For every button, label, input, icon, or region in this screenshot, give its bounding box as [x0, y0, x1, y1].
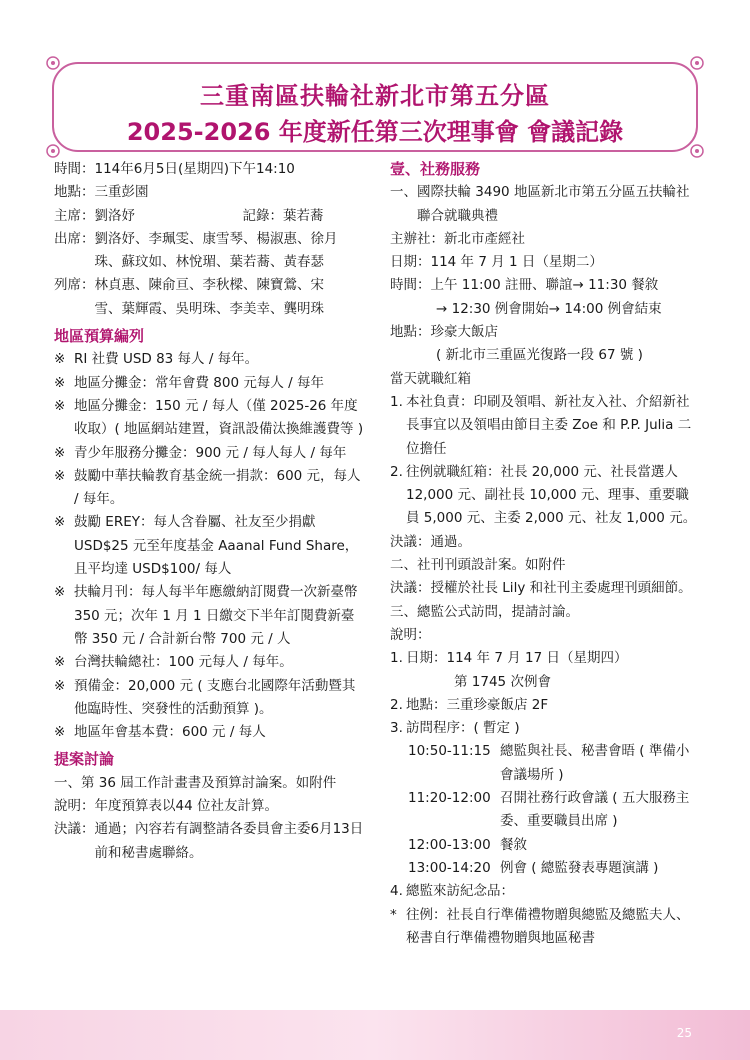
- note-mark: ※: [54, 467, 66, 484]
- label: 日期：: [390, 254, 431, 271]
- value: 三重彭園: [94, 184, 149, 201]
- budget-list: [54, 348, 364, 744]
- visit-date: [390, 647, 702, 670]
- note-mark: ※: [54, 444, 66, 461]
- schedule-event: 餐敘: [500, 836, 527, 853]
- item-number: 4.: [390, 883, 403, 900]
- title-line-2: 2025-2026 年度新任第三次理事會 會議記錄: [126, 118, 624, 146]
- item-text: 訪問程序：( 暫定 ): [406, 720, 520, 737]
- service-resolve2: [390, 577, 702, 600]
- value: 授權於社長 Lily 和社刊主委處理刊頭細節。: [430, 580, 692, 597]
- left-column: [54, 158, 364, 865]
- note-text: 鼓勵 EREY：每人含眷屬、社友至少捐獻 USD$25 元至年度基金 Aaanal Fund Share，且平均達 USD$100/ 每人: [74, 514, 359, 578]
- label: 說明：: [54, 798, 95, 815]
- budget-item: [54, 651, 364, 674]
- label: 決議：: [390, 580, 431, 597]
- item-number: 1.: [390, 393, 403, 410]
- note-mark: ※: [54, 724, 66, 741]
- service-time-cont: → 12:30 例會開始→ 14:00 例會結束: [436, 300, 662, 317]
- value: 114年6月5日(星期四)下午14:10: [94, 161, 295, 177]
- value: 通過；內容若有調整請各委員會主委6月13日前和秘書處聯絡。: [94, 821, 364, 861]
- budget-item: [54, 511, 364, 581]
- budget-item: [54, 465, 364, 512]
- service-time: [390, 274, 702, 297]
- label: 三、: [390, 603, 417, 620]
- meta-attend: [54, 228, 364, 275]
- corner-ornament-icon: [44, 54, 62, 72]
- schedule-time: 13:00-14:20: [408, 859, 491, 876]
- schedule-row: [390, 834, 702, 857]
- visit-meeting: 第 1745 次例會: [454, 673, 551, 690]
- item-text: 地點：三重珍豪飯店 2F: [406, 696, 549, 713]
- note-text: 預備金：20,000 元 ( 支應台北國際年活動暨其他臨時性、突發性的活動預算 )。: [74, 677, 356, 717]
- value: 第 36 屆工作計畫書及預算討論案。如附件: [81, 774, 337, 791]
- schedule-row: [390, 787, 702, 834]
- footer-band: [0, 1010, 750, 1060]
- schedule-row: [390, 857, 702, 880]
- label: 地點：: [390, 324, 431, 341]
- item-number: 2.: [390, 696, 403, 713]
- gift-note: [390, 904, 702, 951]
- page-number: 25: [676, 1026, 692, 1040]
- service-explain: 說明：: [390, 626, 431, 643]
- budget-item: [54, 372, 364, 395]
- label: 二、: [390, 557, 417, 574]
- note-text: 扶輪月刊：每人每半年應繳納訂閱費一次新臺幣 350 元；次年 1 月 1 日繳交下半年訂閱費新臺幣 350 元 / 合計新台幣 700 元 / 人: [74, 584, 358, 647]
- label: 決議：: [54, 821, 95, 838]
- value: 年度預算表以44 位社友計算。: [94, 798, 278, 815]
- proposal-explain: [54, 795, 364, 818]
- proposal-resolve: [54, 818, 364, 865]
- visit-gift: [390, 880, 702, 903]
- service-sec3: [390, 601, 702, 624]
- value: 通過。: [430, 533, 471, 550]
- title-line-1: 三重南區扶輪社新北市第五分區: [200, 82, 550, 110]
- label: 主席：: [54, 207, 95, 224]
- corner-ornament-icon: [688, 54, 706, 72]
- value: 114 年 7 月 1 日（星期二）: [430, 254, 603, 271]
- budget-item: [54, 581, 364, 651]
- schedule-event: 例會 ( 總監發表專題演講 ): [500, 859, 659, 876]
- label: 時間：: [54, 161, 95, 177]
- value: 葉若蕎: [283, 207, 324, 224]
- meta-place: [54, 181, 364, 204]
- schedule-event: 總監與社長、秘書會晤 ( 準備小會議場所 ): [500, 743, 690, 783]
- duty-item: [390, 461, 702, 531]
- service-sec2: [390, 554, 702, 577]
- service-sec1: [390, 181, 702, 228]
- label: 出席：: [54, 230, 95, 247]
- value: 社刊刊頭設計案。如附件: [417, 557, 566, 574]
- item-text: 本社負責：印刷及領唱、新社友入社、介紹新社長事宜以及領唱由節目主委 Zoe 和 P.P. Julia 二位擔任: [406, 393, 692, 457]
- budget-item: [54, 348, 364, 371]
- budget-heading: 地區預算編列: [54, 327, 145, 346]
- note-text: 地區年會基本費：600 元 / 每人: [74, 724, 266, 741]
- note-mark: ※: [54, 654, 66, 671]
- service-address: ( 新北市三重區光復路一段 67 號 ): [436, 347, 643, 364]
- note-mark: ※: [54, 514, 66, 531]
- label: 一、: [390, 184, 417, 201]
- budget-item: [54, 442, 364, 465]
- proposal-item: [54, 772, 364, 795]
- value: 劉洛妤、李珮雯、康雪琴、楊淑惠、徐月珠、蘇玟如、林悅瑂、葉若蕎、黃春瑟: [94, 230, 338, 271]
- budget-item: [54, 721, 364, 744]
- item-text: 總監來訪紀念品：: [406, 883, 514, 900]
- label: 列席：: [54, 277, 95, 294]
- label: 一、: [54, 774, 81, 791]
- service-resolve1: [390, 531, 702, 554]
- service-heading: 壹、社務服務: [390, 160, 481, 178]
- item-text: 日期：114 年 7 月 17 日（星期四）: [406, 650, 628, 667]
- value: 劉洛妤: [94, 207, 135, 224]
- item-text: 往例：社長自行準備禮物贈與總監及總監夫人、秘書自行準備禮物贈與地區秘書: [406, 906, 690, 946]
- label: 記錄：: [242, 207, 283, 224]
- note-mark: *: [390, 906, 397, 923]
- note-mark: ※: [54, 374, 66, 391]
- proposal-heading: 提案討論: [54, 750, 115, 769]
- note-mark: ※: [54, 351, 66, 368]
- service-sub: 當天就職紅箱: [390, 370, 471, 387]
- note-text: 台灣扶輪總社：100 元每人 / 每年。: [74, 654, 293, 671]
- note-text: 地區分攤金：150 元 / 每人（僅 2025-26 年度收取）( 地區網站建置，資訊設備汰換維護費等 ): [74, 397, 364, 438]
- schedule-row: [390, 740, 702, 787]
- schedule-event: 召開社務行政會議 ( 五大服務主委、重要職員出席 ): [500, 790, 690, 830]
- schedule-time: 10:50-11:15: [408, 743, 491, 760]
- value: 國際扶輪 3490 地區新北市第五分區五扶輪社聯合就職典禮: [417, 184, 690, 224]
- label: 決議：: [390, 533, 431, 550]
- visit-program: [390, 717, 702, 740]
- meta-observer: [54, 274, 364, 321]
- meta-chair: [54, 205, 364, 228]
- note-mark: ※: [54, 677, 66, 694]
- label: 時間：: [390, 277, 431, 294]
- budget-item: [54, 675, 364, 722]
- note-text: 青少年服務分攤金：900 元 / 每人每人 / 每年: [74, 444, 347, 461]
- meta-time: [54, 158, 364, 181]
- item-number: 3.: [390, 720, 403, 737]
- schedule-time: 12:00-13:00: [408, 836, 491, 853]
- value: 新北市產經社: [444, 230, 525, 247]
- title-frame: [52, 62, 698, 152]
- visit-place: [390, 694, 702, 717]
- duty-item: [390, 391, 702, 461]
- value: 總監公式訪問，提請討論。: [417, 603, 579, 620]
- note-text: RI 社費 USD 83 每人 / 每年。: [74, 351, 259, 368]
- value: 林貞惠、陳俞亘、李秋樑、陳寶鶯、宋 雪、葉輝霞、吳明珠、李美幸、龔明珠: [94, 277, 338, 317]
- note-mark: ※: [54, 397, 66, 414]
- value: 珍豪大飯店: [430, 324, 498, 341]
- right-column: [390, 158, 702, 950]
- item-text: 往例就職紅箱：社長 20,000 元、社長當選人 12,000 元、副社長 10,000 元、理事、重要職員 5,000 元、主委 2,000 元、社友 1,000 元。: [406, 463, 697, 527]
- service-place: [390, 321, 702, 344]
- service-host: [390, 228, 702, 251]
- note-text: 鼓勵中華扶輪教育基金統一捐款：600 元，每人 / 每年。: [74, 467, 361, 508]
- label: 地點：: [54, 184, 95, 201]
- schedule-time: 11:20-12:00: [408, 790, 491, 807]
- note-mark: ※: [54, 584, 66, 601]
- budget-item: [54, 395, 364, 442]
- service-date: [390, 251, 702, 274]
- label: 主辦社：: [390, 230, 444, 247]
- item-number: 1.: [390, 650, 403, 667]
- item-number: 2.: [390, 463, 403, 480]
- value: 上午 11:00 註冊、聯誼→ 11:30 餐敘: [430, 277, 659, 294]
- note-text: 地區分攤金：常年會費 800 元每人 / 每年: [74, 374, 324, 391]
